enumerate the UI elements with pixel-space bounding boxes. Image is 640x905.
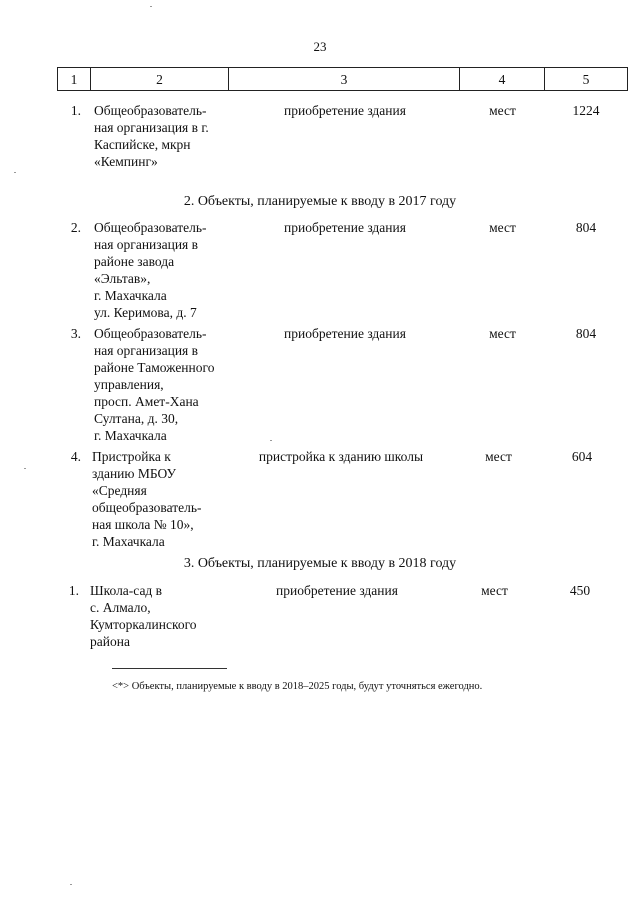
table-header — [57, 67, 628, 91]
object-name: Общеобразователь- ная организация в районе завода «Эльтав», г. Махачкала ул. Керимова, д. 7 — [94, 220, 207, 320]
unit: мест — [489, 220, 516, 235]
scan-speck — [70, 884, 72, 885]
object-name: Школа-сад в с. Алмало, Кумторкалинского района — [90, 583, 197, 649]
scan-speck — [14, 172, 16, 173]
footnote-divider — [112, 668, 227, 669]
col-header-2: 2 — [91, 68, 229, 91]
section-heading-2017: 2. Объекты, планируемые к вводу в 2017 году — [183, 194, 457, 209]
work-type: приобретение здания — [284, 326, 406, 341]
unit: мест — [489, 103, 516, 118]
col-header-5: 5 — [545, 68, 628, 91]
unit: мест — [485, 449, 512, 464]
page-number: 23 — [313, 39, 327, 54]
value: 1224 — [572, 103, 600, 118]
col-header-4: 4 — [460, 68, 545, 91]
unit: мест — [489, 326, 516, 341]
object-name: Общеобразователь- ная организация в г. Каспийске, мкрн «Кемпинг» — [94, 103, 209, 169]
work-type: пристройка к зданию школы — [258, 449, 424, 464]
footnote: <*> Объекты, планируемые к вводу в 2018–2025 годы, будут уточняться ежегодно. — [112, 681, 483, 692]
object-name: Общеобразователь- ная организация в районе Таможенного управления, просп. Амет-Хана Султана, д. 30, г. Махачкала — [94, 326, 215, 443]
scan-speck — [150, 6, 152, 7]
value: 450 — [569, 583, 591, 598]
row-number: 1. — [68, 583, 79, 598]
work-type: приобретение здания — [276, 583, 398, 598]
row-number: 4. — [70, 449, 81, 464]
object-name: Пристройка к зданию МБОУ «Средняя общеобразователь- ная школа № 10», г. Махачкала — [92, 449, 202, 549]
col-header-1: 1 — [58, 68, 91, 91]
unit: мест — [481, 583, 508, 598]
row-number: 3. — [70, 326, 81, 341]
value: 804 — [575, 220, 597, 235]
row-number: 1. — [70, 103, 81, 118]
value: 804 — [575, 326, 597, 341]
col-header-3: 3 — [229, 68, 460, 91]
work-type: приобретение здания — [284, 103, 406, 118]
work-type: приобретение здания — [284, 220, 406, 235]
value: 604 — [571, 449, 593, 464]
section-heading-2018: 3. Объекты, планируемые к вводу в 2018 году — [183, 556, 457, 571]
scan-speck — [270, 440, 272, 441]
row-number: 2. — [70, 220, 81, 235]
scan-speck — [24, 468, 26, 469]
